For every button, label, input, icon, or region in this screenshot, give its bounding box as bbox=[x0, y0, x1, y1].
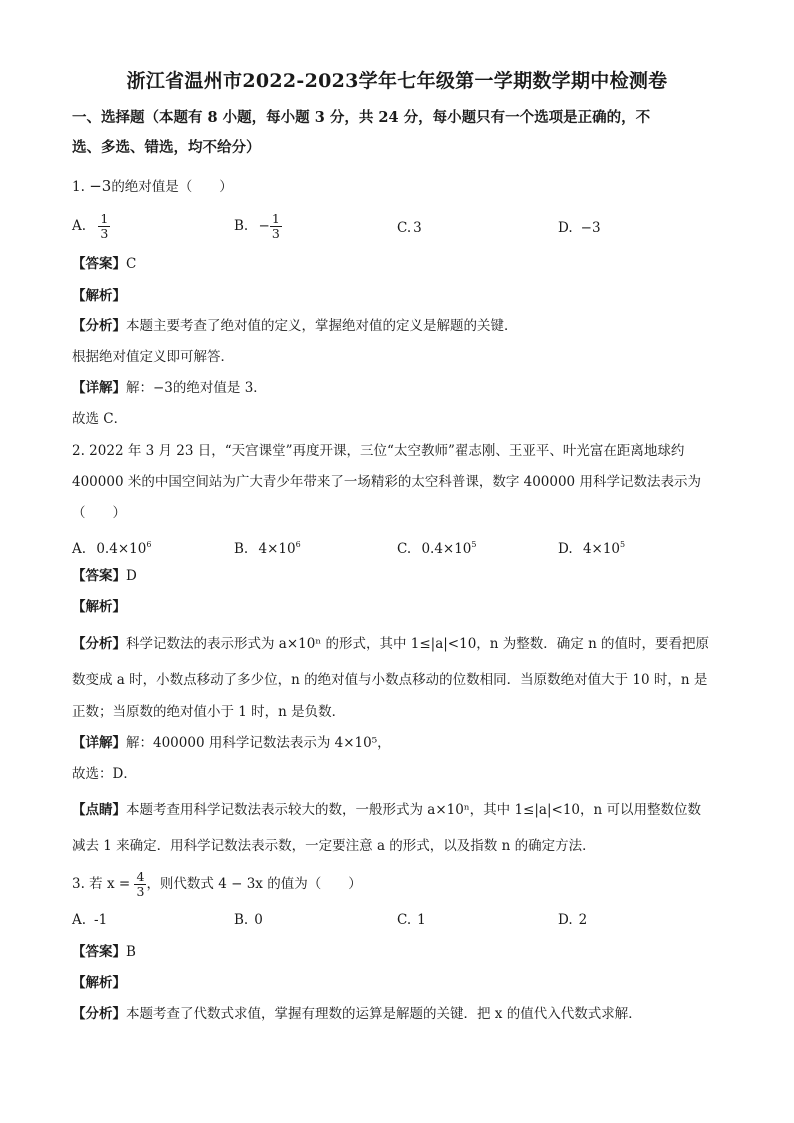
q2-option-d: D. $4\times 10^5$ bbox=[558, 540, 626, 557]
q1-analysis: 【分析】本题主要考查了绝对值的定义，掌握绝对值的定义是解题的关键． bbox=[72, 318, 518, 334]
q1-option-d: D. −3 bbox=[558, 220, 601, 236]
q3-option-b: B. 0 bbox=[234, 912, 263, 928]
q1-option-a: A. $\frac{1}{3}$ bbox=[72, 211, 109, 241]
q1-stem bbox=[72, 176, 233, 197]
q2-answer: 【答案】D bbox=[72, 568, 137, 584]
q1-detail: 【详解】解：−3的绝对值是 3． bbox=[72, 380, 267, 396]
q1-number: 1. bbox=[72, 179, 85, 195]
q1-analysis-heading: 【解析】 bbox=[72, 288, 126, 304]
q1-analysis-2: 根据绝对值定义即可解答． bbox=[72, 349, 234, 365]
q2-option-a: A. $0.4\times 10^6$ bbox=[72, 540, 152, 557]
q2-comment-line2: 减去 1 来确定．用科学记数法表示数，一定要注意 a 的形式，以及指数 n 的确定方法． bbox=[72, 838, 596, 854]
fraction: $\frac{1}{3}$ bbox=[100, 211, 109, 241]
q3-option-a: A. -1 bbox=[72, 912, 108, 928]
page-title: 浙江省温州市2022-2023学年七年级第一学期数学期中检测卷 bbox=[126, 70, 668, 92]
q2-conclusion: 故选：D． bbox=[72, 766, 137, 782]
q2-stem-line2: 400000 米的中国空间站为广大青少年带来了一场精彩的太空科普课，数字 400000 用科学记数法表示为 bbox=[72, 474, 701, 490]
q3-stem: 3. 若 x = $\frac{4}{3}$ ，则代数式 4 − 3x 的值为（ ） bbox=[72, 869, 362, 899]
q2-stem-line1: 2. 2022 年 3 月 23 日，“天宫课堂”再度开课，三位“太空教师”翟志刚、王亚平、叶光富在距离地球约 bbox=[72, 443, 685, 459]
q2-option-b: B. $4\times 10^6$ bbox=[234, 540, 301, 557]
q3-analysis-heading: 【解析】 bbox=[72, 975, 126, 991]
q1-answer: 【答案】C bbox=[72, 256, 137, 272]
q2-detail: 【详解】解：400000 用科学记数法表示为 4×10⁵， bbox=[72, 735, 391, 751]
q2-analysis-line2: 数变成 a 时，小数点移动了多少位，n 的绝对值与小数点移动的位数相同．当原数绝对值大于 10 时，n 是 bbox=[72, 672, 708, 688]
q1-expression: −3 bbox=[89, 177, 112, 195]
q2-comment-line1: 【点睛】本题考查用科学记数法表示较大的数，一般形式为 a×10ⁿ，其中 1≤|a|<10，n 可以用整数位数 bbox=[72, 802, 701, 818]
fraction: $\frac{1}{3}$ bbox=[271, 211, 280, 241]
q3-answer: 【答案】B bbox=[72, 944, 136, 960]
q1-stem-tail: 的绝对值是（ ） bbox=[111, 179, 233, 195]
q3-option-c: C. 1 bbox=[397, 912, 426, 928]
q2-stem-line3: （ ） bbox=[72, 505, 126, 521]
q2-analysis-line1: 【分析】科学记数法的表示形式为 a×10ⁿ 的形式，其中 1≤|a|<10，n 为整数．确定 n 的值时，要看把原 bbox=[72, 636, 710, 652]
section-heading-line1: 一、选择题（本题有 8 小题，每小题 3 分，共 24 分，每小题只有一个选项是正确的，不 bbox=[72, 109, 651, 126]
section-heading-line2: 选、多选、错选，均不给分） bbox=[72, 139, 261, 156]
q2-analysis-heading: 【解析】 bbox=[72, 599, 126, 615]
q3-analysis: 【分析】本题考查了代数式求值，掌握有理数的运算是解题的关键．把 x 的值代入代数式求解． bbox=[72, 1006, 642, 1022]
fraction: $\frac{4}{3}$ bbox=[136, 869, 145, 899]
q3-option-d: D. 2 bbox=[558, 912, 588, 928]
q1-option-c: C. 3 bbox=[397, 220, 422, 236]
q2-option-c: C. $0.4\times 10^5$ bbox=[397, 540, 477, 557]
q1-option-b: B. − $\frac{1}{3}$ bbox=[234, 211, 280, 241]
q1-conclusion: 故选 C． bbox=[72, 411, 128, 427]
q2-analysis-line3: 正数；当原数的绝对值小于 1 时，n 是负数． bbox=[72, 704, 346, 720]
